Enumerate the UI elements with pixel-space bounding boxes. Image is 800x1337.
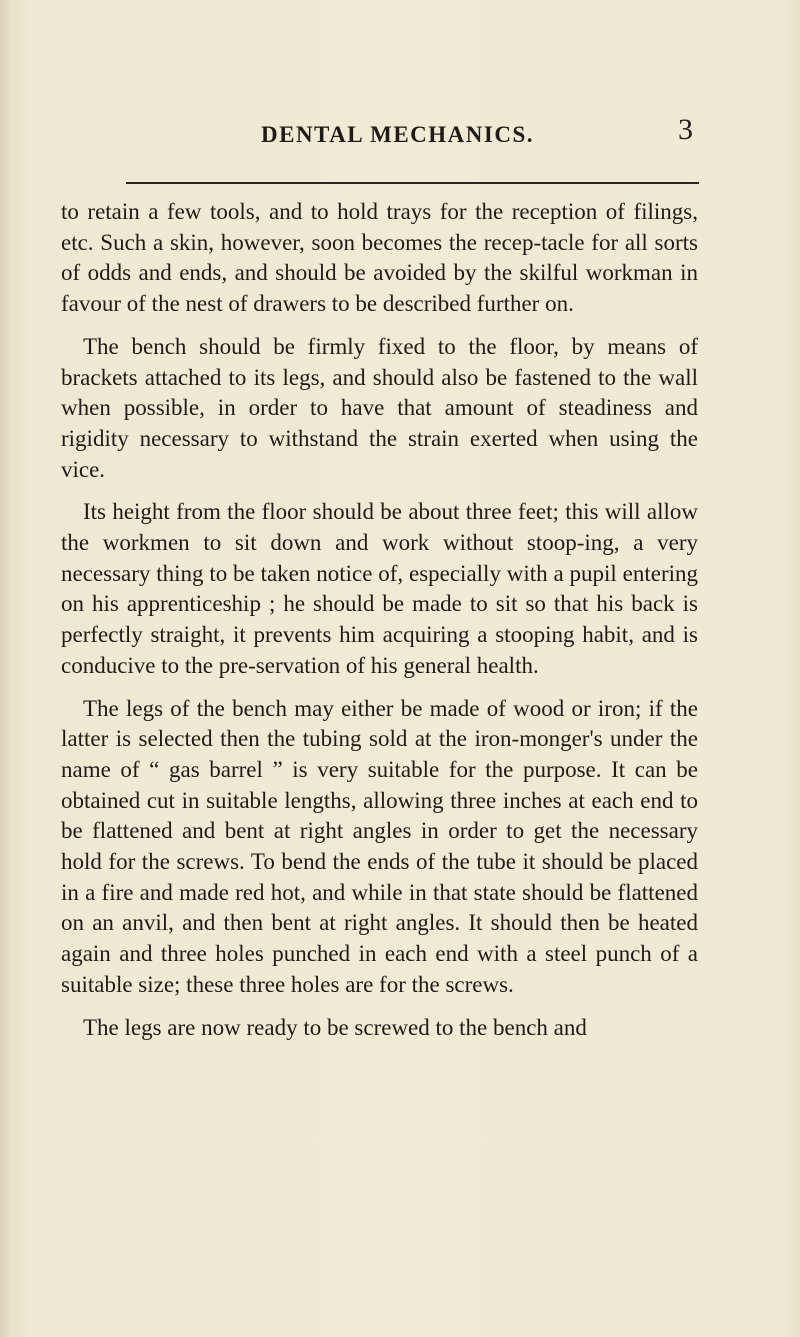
paragraph-bench-height: Its height from the floor should be about three feet; this will allow the workmen to sit down and work without stoop-ing, a very necessary thing to be taken notice of, especially with a pupil entering on his apprenticeship ; he should be made to sit so that his back is perfectly straight, it prevents him acquiring a stooping habit, and is conducive to the pre-servation of his general health. — [61, 499, 698, 678]
paragraph-bench-legs: The legs of the bench may either be made of wood or iron; if the latter is selected then the tubing sold at the iron-monger's under the name of “ gas barrel ” is very suitable for the purpose. It can be obtained cut in suitable lengths, allowing three inches at each end to be flattened and bent at right angles in order to get the necessary hold for the screws. To bend the ends of the tube it should be placed in a fire and made red hot, and while in that state should be flattened on an anvil, and then bent at right angles. It should then be heated again and three holes punched in each end with a steel punch of a suitable size; these three holes are for the screws. — [61, 695, 698, 997]
body-text — [61, 197, 698, 1055]
header-rule — [126, 182, 699, 184]
paragraph-continuation: to retain a few tools, and to hold trays for the reception of filings, etc. Such a skin, however, soon becomes the recep-tacle for all sorts of odds and ends, and should be avoided by the skilful workman in favour of the nest of drawers to be described further on. — [61, 199, 698, 317]
running-head — [0, 104, 800, 164]
running-title: DENTAL MECHANICS. — [261, 122, 534, 147]
paragraph-bench-fixing: The bench should be firmly fixed to the floor, by means of brackets attached to its legs, and should also be fastened to the wall when possible, in order to have that amount of steadiness and rigidity necessary to withstand the strain exerted when using the vice. — [61, 333, 698, 482]
paragraph-legs-ready: The legs are now ready to be screwed to the bench and — [83, 1014, 587, 1040]
page-number: 3 — [678, 113, 693, 146]
page-binding-edge — [0, 0, 10, 1337]
